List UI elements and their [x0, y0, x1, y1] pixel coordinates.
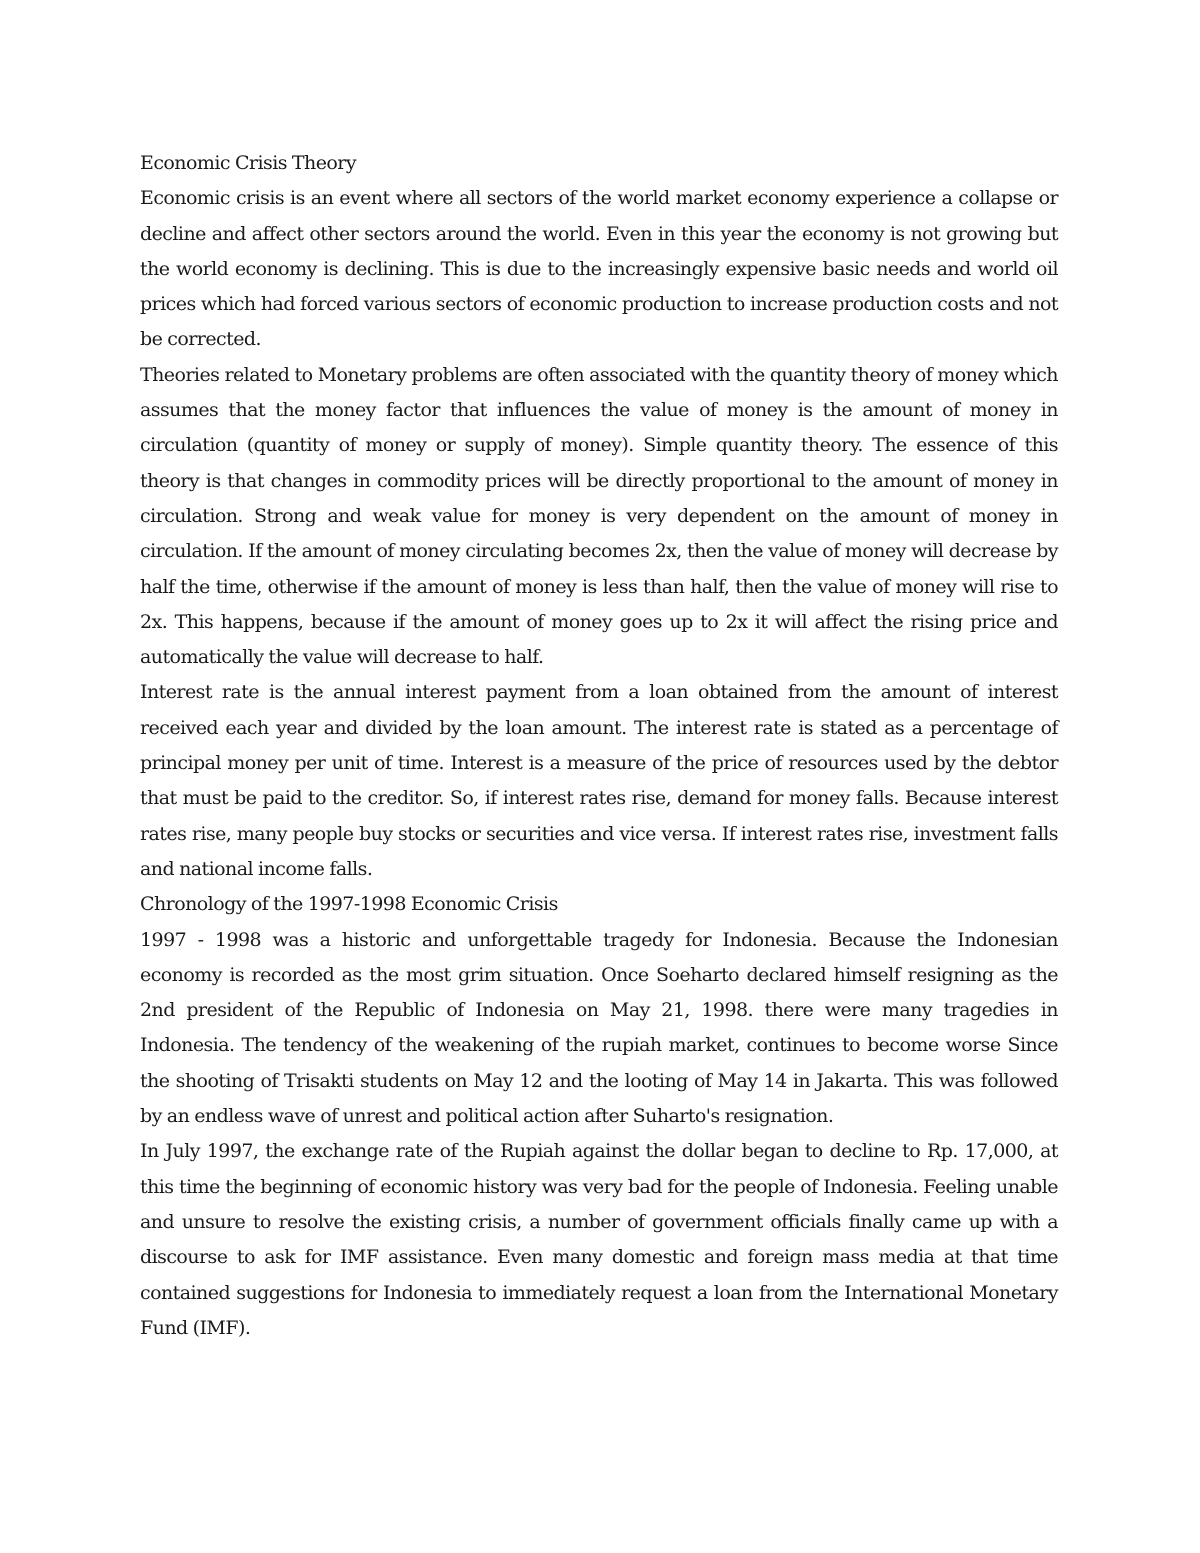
paragraph-1997-1998-tragedy: 1997 - 1998 was a historic and unforgettable tragedy for Indonesia. Because the Indonesian economy is recorded as the most grim situation. Once Soeharto declared himself resigning as the 2nd president of the Republic of Indonesia on May 21, 1998. there were many tragedies in Indonesia. The tendency of the weakening of the rupiah market, continues to become worse Since the shooting of Trisakti students on May 12 and the looting of May 14 in Jakarta. This was followed by an endless wave of unrest and political action after Suharto's resignation.	[140, 928, 1058, 1128]
document-title: Economic Crisis Theory	[140, 152, 357, 174]
paragraph-monetary-theory: Theories related to Monetary problems are often associated with the quantity theory of money which assumes that the money factor that influences the value of money is the amount of money in circulation (quantity of money or supply of money). Simple quantity theory. The essence of this theory is that changes in commodity prices will be directly proportional to the amount of money in circulation. Strong and weak value for money is very dependent on the amount of money in circulation. If the amount of money circulating becomes 2x, then the value of money will decrease by half the time, otherwise if the amount of money is less than half, then the value of money will rise to 2x. This happens, because if the amount of money goes up to 2x it will affect the rising price and automatically the value will decrease to half.	[140, 363, 1058, 669]
paragraph-july-1997-exchange-rate: In July 1997, the exchange rate of the Rupiah against the dollar began to decline to Rp. 17,000, at this time the beginning of economic history was very bad for the people of Indonesia. Feeling unable and unsure to resolve the existing crisis, a number of government officials finally came up with a discourse to ask for IMF assistance. Even many domestic and foreign mass media at that time contained suggestions for Indonesia to immediately request a loan from the International Monetary Fund (IMF).	[140, 1140, 1058, 1339]
document-page	[140, 146, 1058, 1346]
paragraph-interest-rate: Interest rate is the annual interest payment from a loan obtained from the amount of interest received each year and divided by the loan amount. The interest rate is stated as a percentage of principal money per unit of time. Interest is a measure of the price of resources used by the debtor that must be paid to the creditor. So, if interest rates rise, demand for money falls. Because interest rates rise, many people buy stocks or securities and vice versa. If interest rates rise, investment falls and national income falls.	[140, 681, 1058, 880]
section-heading-chronology: Chronology of the 1997-1998 Economic Crisis	[140, 893, 558, 916]
paragraph-economic-crisis-definition: Economic crisis is an event where all sectors of the world market economy experience a collapse or decline and affect other sectors around the world. Even in this year the economy is not growing but the world economy is declining. This is due to the increasingly expensive basic needs and world oil prices which had forced various sectors of economic production to increase production costs and not be corrected.	[140, 187, 1058, 351]
